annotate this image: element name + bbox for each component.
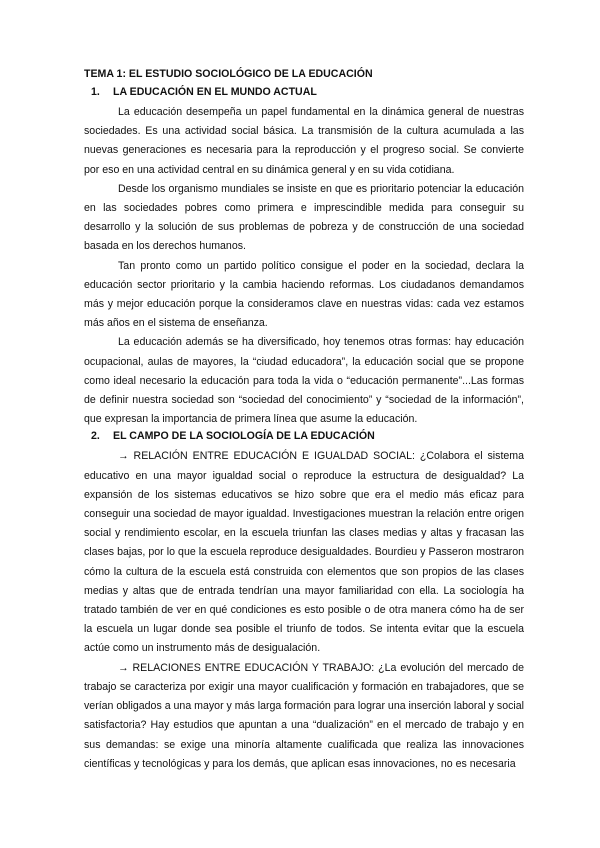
document-title: TEMA 1: EL ESTUDIO SOCIOLÓGICO DE LA EDUCACIÓN (84, 68, 373, 80)
paragraph: Tan pronto como un partido político consigue el poder en la sociedad, declara la educación sector prioritario y la cambia haciendo reformas. Los ciudadanos demandamos más y mejor educación porque la consideramos clave en nuestras vidas: cada vez estamos más años en el sistema de enseñanza. (84, 259, 524, 330)
paragraph: La educación además se ha diversificado, hoy tenemos otras formas: hay educación ocupacional, aulas de mayores, la “ciudad educadora”, la educación social que se propone como ideal necesario la educación para toda la vida o “educación permanente”...Las formas de definir nuestra sociedad son “sociedad del conocimiento” y “sociedad de la información”, que expresan la importancia de primera línea que asume la educación. (84, 336, 524, 426)
paragraph: La educación desempeña un papel fundamental en la dinámica general de nuestras sociedades. Es una actividad social básica. La transmisión de la cultura acumulada a las nuevas generaciones es necesaria para la reproducción y el progreso social. Se convierte por eso en una actividad central en su dinámica general y en su vida cotidiana. (84, 106, 524, 176)
paragraph: → RELACIONES ENTRE EDUCACIÓN Y TRABAJO: ¿La evolución del mercado de trabajo se caracteriza por exigir una mayor cualificación y formación en trabajadores, que se verían obligados a una mayor y más larga formación para lograr una inserción laboral y social satisfactoria? Hay estudios que apuntan a una “dualización” en el mercado de trabajo y en sus demandas: se exige una minoría altamente cualificada que realiza las innovaciones científicas y tecnológicas y para los demás, que aplican esas innovaciones, no es necesaria (84, 661, 524, 770)
section-heading-text: EL CAMPO DE LA SOCIOLOGÍA DE LA EDUCACIÓN (113, 430, 375, 443)
section-heading-text: LA EDUCACIÓN EN EL MUNDO ACTUAL (113, 86, 317, 98)
section-heading-1 (91, 85, 524, 100)
section-number: 1. (91, 86, 100, 98)
section-heading-2 (91, 429, 524, 444)
paragraph: → RELACIÓN ENTRE EDUCACIÓN E IGUALDAD SOCIAL: ¿Colabora el sistema educativo en una mayor igualdad social o reproduce la estructura de desigualdad? La expansión de los sistemas educativos se hizo sobre que era el medio más eficaz para conseguir una sociedad de mayor igualdad. Investigaciones muestran la relación entre origen social y rendimiento escolar, en la escuela triunfan las clases medias y altas y fracasan las clases bajas, por lo que la escuela reproduce desigualdades. Bourdieu y Passeron mostraron cómo la cultura de la escuela está construida con elementos que son propios de las clases medias y altas que de entrada tendrían una mayor familiaridad con ella. La sociología ha tratado también de ver en qué condiciones es esto posible o de otra manera cómo ha de ser la escuela un lugar donde sea posible el triunfo de todos. Se intenta evitar que la escuela actúe como un instrumento más de desigualación. (84, 450, 524, 655)
section-number: 2. (91, 430, 100, 443)
paragraph: Desde los organismo mundiales se insiste en que es prioritario potenciar la educación en las sociedades pobres como primera e imprescindible medida para conseguir su desarrollo y la solución de sus problemas de pobreza y de construcción de una sociedad basada en los derechos humanos. (84, 182, 524, 253)
